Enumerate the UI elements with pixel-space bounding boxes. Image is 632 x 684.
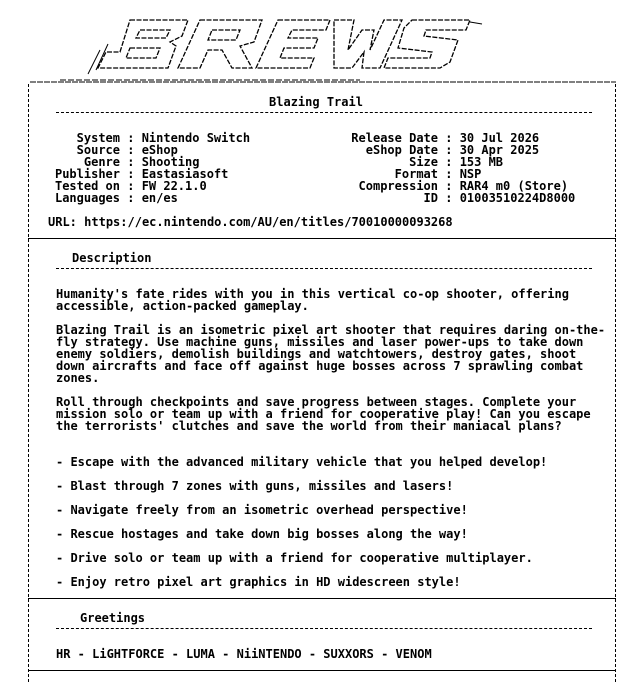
info-field-label: Languages: [54, 191, 120, 205]
info-field-separator: :: [438, 179, 460, 193]
info-field-value: en/es: [141, 191, 178, 205]
info-field-label: Release Date: [351, 131, 438, 145]
feature-bullet: - Enjoy retro pixel art graphics in HD widescreen style!: [56, 575, 461, 589]
greetings-text: HR - LiGHTFORCE - LUMA - NiiNTENDO - SUXXORS - VENOM: [56, 647, 432, 661]
feature-bullet: - Escape with the advanced military vehicle that you helped develop!: [56, 455, 548, 469]
brews-logo-art: [0, 0, 632, 86]
info-field-value: NSP: [459, 167, 482, 181]
section-divider: [28, 238, 616, 239]
info-field-label: ID: [423, 191, 438, 205]
info-field-separator: :: [438, 191, 460, 205]
title-divider: [56, 112, 592, 113]
info-field-label: Tested on: [54, 179, 120, 193]
feature-bullet: - Drive solo or team up with a friend for cooperative multiplayer.: [56, 551, 533, 565]
info-field-separator: :: [120, 167, 142, 181]
section-divider: [28, 598, 616, 599]
info-field-value: 01003510224D8000: [459, 191, 576, 205]
description-paragraph-3: Roll through checkpoints and save progress between stages. Complete your mission solo or team up with a friend for cooperative play! Can you escape the terrorists' clutches and save the world from their maniacal plans?: [56, 395, 591, 433]
info-field-separator: :: [120, 155, 142, 169]
info-field-value: Eastasiasoft: [141, 167, 229, 181]
info-field-value: 30 Apr 2025: [459, 143, 540, 157]
info-field-row: [48, 192, 178, 204]
info-field-row: [330, 192, 575, 204]
url-row: [48, 216, 453, 228]
info-field-value: eShop: [141, 143, 178, 157]
feature-bullet: - Navigate freely from an isometric overhead perspective!: [56, 503, 468, 517]
description-paragraph-1: Humanity's fate rides with you in this vertical co-op shooter, offering accessible, action-packed gameplay.: [56, 287, 569, 313]
info-field-label: eShop Date: [365, 143, 438, 157]
description-divider: [56, 268, 592, 269]
url-label: URL:: [48, 215, 77, 229]
info-field-separator: :: [438, 155, 460, 169]
url-link[interactable]: https://ec.nintendo.com/AU/en/titles/70010000093268: [84, 215, 453, 229]
info-field-label: Publisher: [54, 167, 120, 181]
info-field-value: 30 Jul 2026: [459, 131, 540, 145]
description-paragraph-2: Blazing Trail is an isometric pixel art shooter that requires daring on-the-fly strategy. Use machine guns, missiles and laser power-ups to take down enemy soldiers, demolish buildings and watchtowers, destroy gates, shoot down aircrafts and face off against huge bosses across 7 sprawling combat zones.: [56, 323, 606, 385]
release-title: Blazing Trail: [269, 95, 363, 109]
brews-logo: [0, 0, 632, 86]
feature-bullet: - Blast through 7 zones with guns, missiles and lasers!: [56, 479, 454, 493]
info-field-label: Genre: [83, 155, 120, 169]
info-field-separator: :: [438, 143, 460, 157]
feature-bullet: - Rescue hostages and take down big bosses along the way!: [56, 527, 468, 541]
info-field-label: System: [76, 131, 120, 145]
info-field-value: RAR4 m0 (Store): [459, 179, 569, 193]
bottom-divider: [28, 670, 616, 671]
info-field-label: Source: [76, 143, 120, 157]
description-heading: Description: [72, 251, 152, 265]
info-field-separator: :: [120, 191, 142, 205]
info-field-separator: :: [120, 143, 142, 157]
info-field-value: Nintendo Switch: [141, 131, 251, 145]
info-field-value: Shooting: [141, 155, 200, 169]
info-field-label: Compression: [358, 179, 438, 193]
greetings-heading: Greetings: [80, 611, 146, 625]
info-field-separator: :: [120, 179, 142, 193]
info-field-label: Format: [394, 167, 438, 181]
info-field-separator: :: [438, 167, 460, 181]
info-field-separator: :: [438, 131, 460, 145]
info-field-value: FW 22.1.0: [141, 179, 207, 193]
info-field-label: Size: [409, 155, 438, 169]
info-field-value: 153 MB: [459, 155, 504, 169]
greetings-divider: [56, 628, 592, 629]
info-field-separator: :: [120, 131, 142, 145]
